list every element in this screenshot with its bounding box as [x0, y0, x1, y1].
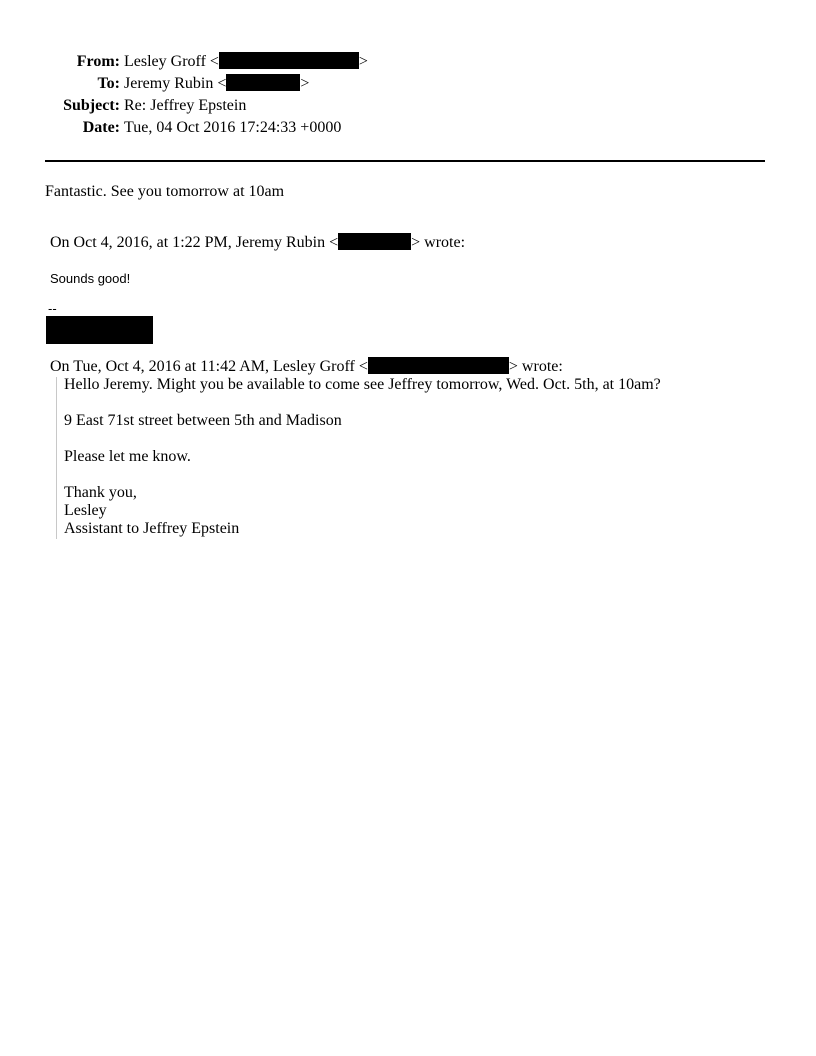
date-label: Date:	[82, 119, 120, 136]
redacted-to-email	[226, 74, 300, 91]
to-name: Jeremy Rubin <	[124, 75, 227, 92]
quote2-intro-end: > wrote:	[508, 358, 563, 375]
redacted-signature	[46, 316, 153, 344]
subject-value: Re: Jeffrey Epstein	[124, 97, 247, 114]
subject-label: Subject:	[63, 97, 120, 114]
reply-text: Fantastic. See you tomorrow at 10am	[45, 183, 285, 200]
quote1-text: Sounds good!	[50, 271, 131, 286]
to-value	[124, 75, 309, 93]
quote1-attribution	[50, 234, 465, 252]
quote2-line-4: Thank you,	[64, 484, 137, 501]
from-row	[0, 53, 500, 75]
from-value	[124, 53, 368, 71]
quote2-line-1: Hello Jeremy. Might you be available to come see Jeffrey tomorrow, Wed. Oct. 5th, at 10am?	[64, 376, 661, 393]
redacted-quote2-email	[368, 357, 509, 374]
from-close: >	[358, 53, 368, 70]
quote1-intro-end: > wrote:	[411, 234, 466, 251]
email-header	[0, 53, 500, 141]
quote1-intro: On Oct 4, 2016, at 1:22 PM, Jeremy Rubin <	[50, 234, 339, 251]
quote2-attribution	[50, 358, 563, 376]
to-label: To:	[97, 75, 120, 92]
quote2-line-3: Please let me know.	[64, 448, 191, 465]
subject-row	[0, 97, 500, 119]
redacted-quote1-email	[338, 233, 411, 250]
signature-dashes: --	[48, 301, 57, 316]
header-divider	[45, 160, 765, 162]
from-label: From:	[76, 53, 120, 70]
to-close: >	[300, 75, 310, 92]
quote2-line-5: Lesley	[64, 502, 107, 519]
quote2-intro: On Tue, Oct 4, 2016 at 11:42 AM, Lesley Groff <	[50, 358, 368, 375]
from-name: Lesley Groff <	[124, 53, 219, 70]
redacted-from-email	[219, 52, 359, 69]
to-row	[0, 75, 500, 97]
quote2-line-6: Assistant to Jeffrey Epstein	[64, 520, 240, 537]
quote2-line-2: 9 East 71st street between 5th and Madison	[64, 412, 342, 429]
quote-bar	[56, 377, 57, 539]
date-row	[0, 119, 500, 141]
date-value: Tue, 04 Oct 2016 17:24:33 +0000	[124, 119, 342, 136]
